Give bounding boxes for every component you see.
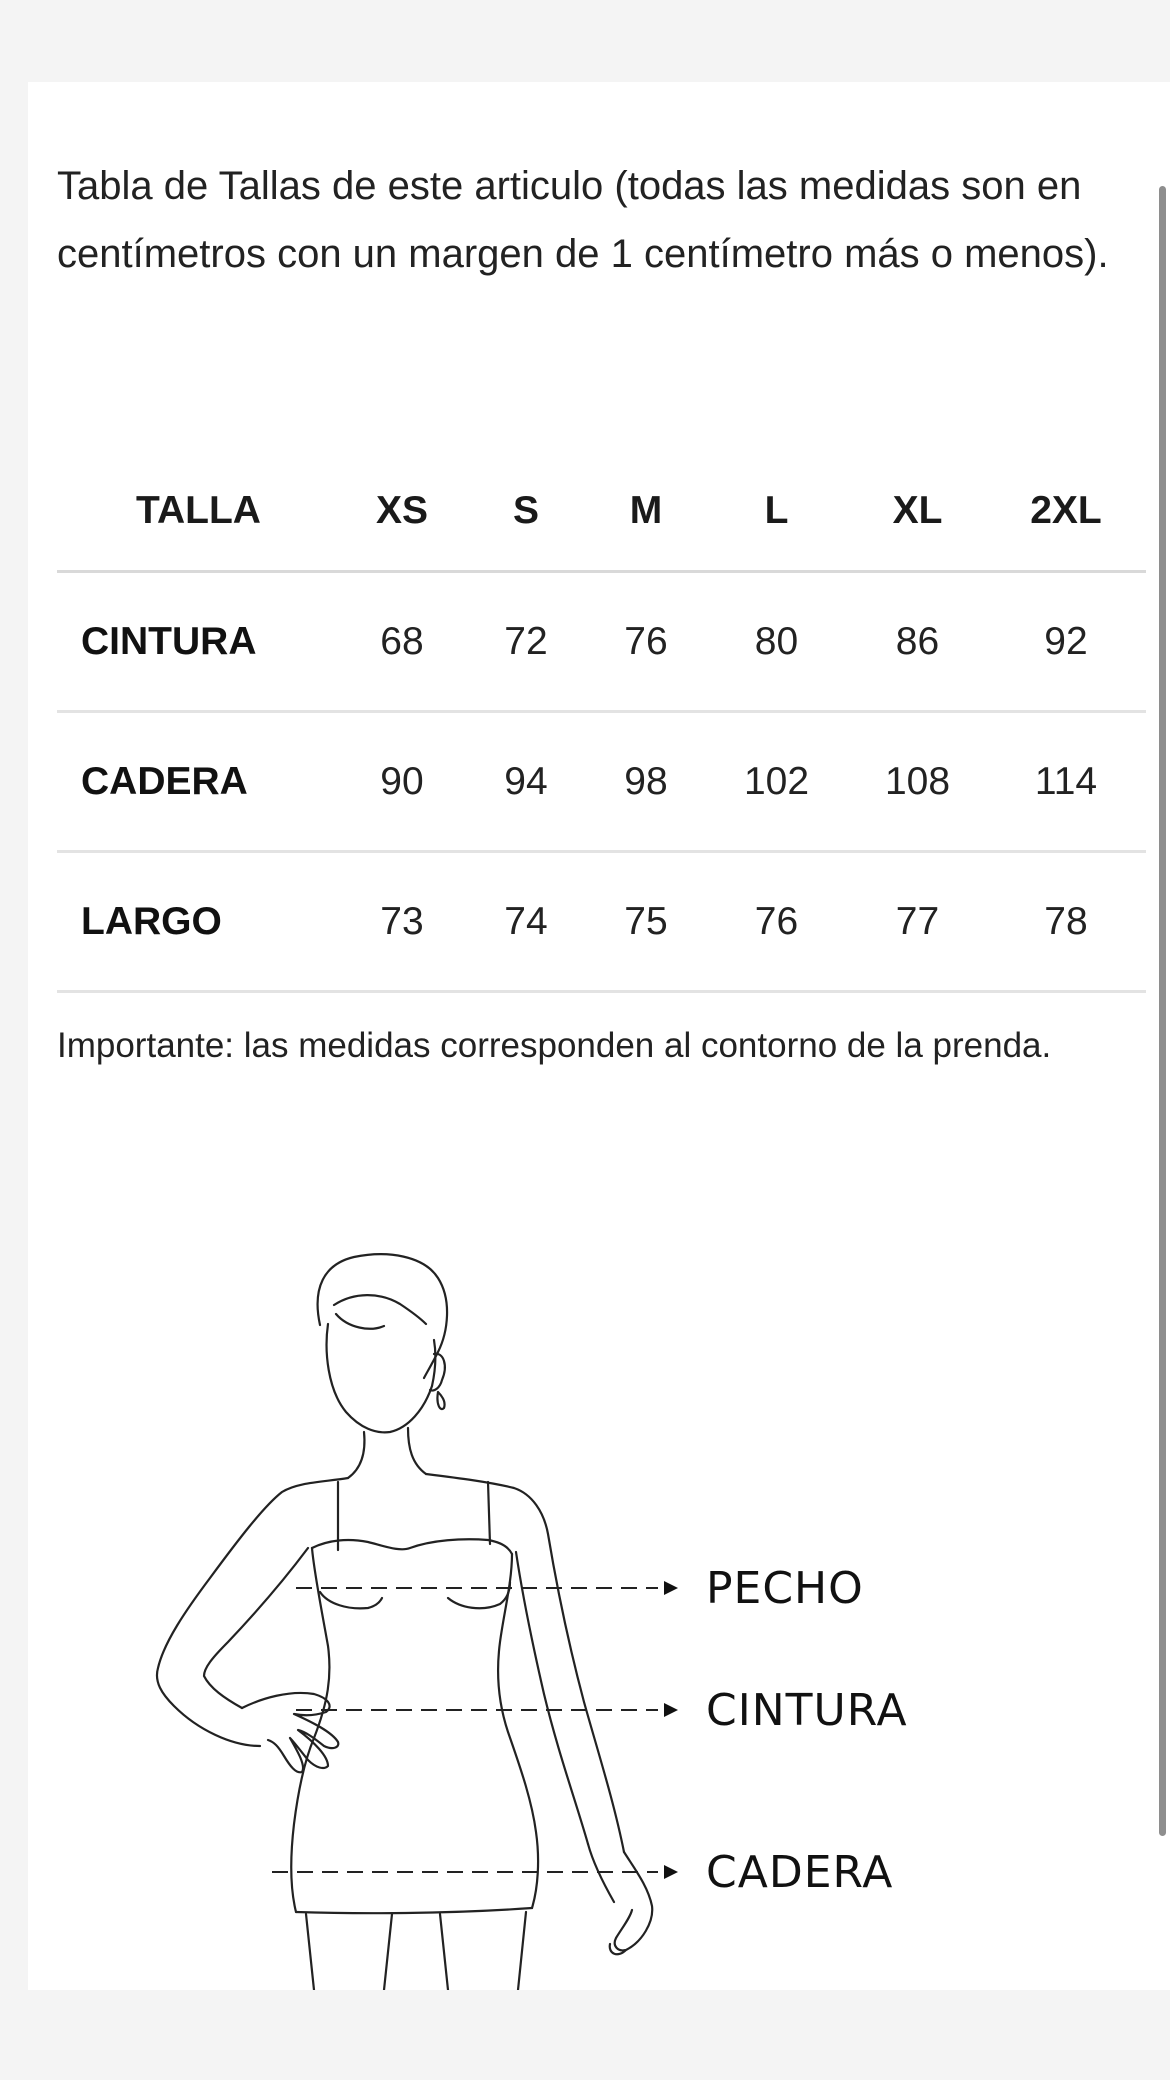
table-cell: 102 (704, 712, 849, 852)
left-leg-inner (384, 1914, 392, 1990)
cadera-label: CADERA (706, 1847, 894, 1898)
face-outline (327, 1324, 436, 1432)
row-label: CINTURA (57, 572, 340, 712)
row-label: LARGO (57, 852, 340, 992)
bust-left (320, 1592, 382, 1608)
column-header: S (464, 452, 588, 572)
table-row (57, 572, 1146, 712)
right-strap (488, 1482, 490, 1544)
right-inner-arm (516, 1552, 588, 1844)
cadera-arrow-icon (664, 1865, 678, 1879)
hair-fringe (334, 1295, 426, 1324)
table-cell: 73 (340, 852, 464, 992)
scrollbar[interactable] (1159, 186, 1166, 1836)
measurement-figure (28, 1142, 1170, 1990)
column-header: XL (849, 452, 986, 572)
right-leg-inner (440, 1914, 448, 1990)
table-cell: 92 (986, 572, 1146, 712)
table-row (57, 712, 1146, 852)
dress-hem (296, 1908, 532, 1913)
table-cell: 76 (704, 852, 849, 992)
column-header: XS (340, 452, 464, 572)
column-header: 2XL (986, 452, 1146, 572)
table-row (57, 852, 1146, 992)
table-cell: 90 (340, 712, 464, 852)
table-cell: 98 (588, 712, 704, 852)
size-table (57, 452, 1146, 993)
important-note: Importante: las medidas corresponden al contorno de la prenda. (57, 1026, 1052, 1065)
left-leg-outer (306, 1914, 314, 1990)
bust-right (448, 1582, 510, 1608)
left-shoulder (157, 1478, 348, 1746)
row-label: CADERA (57, 712, 340, 852)
pecho-label: PECHO (706, 1563, 864, 1614)
right-leg-outer (518, 1912, 526, 1990)
left-inner-arm (204, 1548, 308, 1708)
right-hand (588, 1844, 652, 1954)
right-shoulder (426, 1474, 624, 1852)
bust-neckline (312, 1539, 512, 1554)
cintura-arrow-icon (664, 1703, 678, 1717)
table-cell: 94 (464, 712, 588, 852)
table-cell: 77 (849, 852, 986, 992)
table-cell: 72 (464, 572, 588, 712)
column-header: M (588, 452, 704, 572)
earring (437, 1392, 444, 1409)
pecho-arrow-icon (664, 1581, 678, 1595)
table-cell: 80 (704, 572, 849, 712)
size-guide-card (28, 82, 1170, 1990)
dress-right-side (498, 1554, 538, 1908)
table-cell: 86 (849, 572, 986, 712)
table-cell: 78 (986, 852, 1146, 992)
table-cell: 75 (588, 852, 704, 992)
column-header: L (704, 452, 849, 572)
cintura-label: CINTURA (706, 1685, 908, 1736)
table-cell: 76 (588, 572, 704, 712)
table-cell: 74 (464, 852, 588, 992)
column-header: TALLA (57, 452, 340, 572)
neck-right (408, 1428, 426, 1474)
table-cell: 68 (340, 572, 464, 712)
hair-strand (336, 1314, 384, 1329)
intro-text: Tabla de Tallas de este articulo (todas las medidas son en centímetros con un margen de 1 centímetro más o menos). (57, 164, 1109, 276)
table-header-row (57, 452, 1146, 572)
neck-left (348, 1432, 364, 1478)
table-cell: 114 (986, 712, 1146, 852)
table-cell: 108 (849, 712, 986, 852)
dress-illustration (28, 1142, 1170, 1990)
